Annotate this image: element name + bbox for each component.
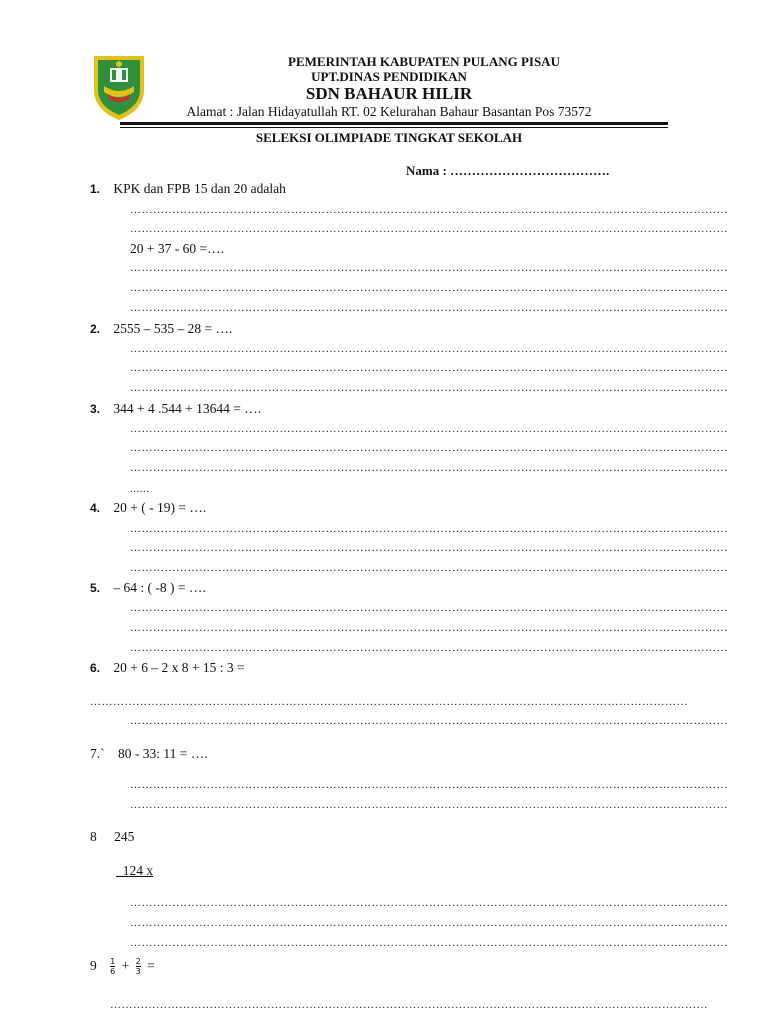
question-text: – 64 : ( -8 ) = …. bbox=[113, 580, 206, 595]
school-address: Alamat : Jalan Hidayatullah RT. 02 Kelurahan Bahaur Basantan Pos 73572 bbox=[186, 104, 592, 119]
school-name: SDN BAHAUR HILIR bbox=[305, 84, 473, 103]
question-8 bbox=[90, 829, 134, 845]
answer-line[interactable]: ………………………………………………………………………………………………………………………………………… bbox=[130, 897, 728, 909]
question-5 bbox=[90, 580, 206, 596]
answer-line[interactable]: ………………………………………………………………………………………………………………………………………… bbox=[130, 715, 728, 727]
question-text: 20 + ( - 19) = …. bbox=[113, 500, 207, 515]
fraction-denominator: 3 bbox=[135, 967, 141, 977]
answer-line[interactable]: ………………………………………………………………………………………………………………………………………… bbox=[110, 999, 708, 1011]
answer-line[interactable]: ………………………………………………………………………………………………………………………………………… bbox=[130, 779, 728, 791]
header-line1: PEMERINTAH KABUPATEN PULANG PISAU bbox=[288, 54, 560, 69]
fraction-numerator: 1 bbox=[110, 957, 116, 967]
answer-line[interactable]: ………………………………………………………………………………………………………………………………………… bbox=[130, 642, 728, 654]
answer-line[interactable]: ………………………………………………………………………………………………………………………………………… bbox=[130, 602, 728, 614]
answer-line[interactable]: ………………………………………………………………………………………………………………………………………… bbox=[130, 282, 728, 294]
answer-line[interactable]: ………………………………………………………………………………………………………………………………………… bbox=[130, 204, 728, 216]
question-3 bbox=[90, 401, 261, 417]
answer-line[interactable]: ………………………………………………………………………………………………………………………………………… bbox=[130, 523, 728, 535]
plus-sign: + bbox=[121, 958, 130, 973]
question-number: 2. bbox=[90, 322, 101, 336]
page-title: SELEKSI OLIMPIADE TINGKAT SEKOLAH bbox=[255, 130, 523, 145]
question-4 bbox=[90, 500, 206, 516]
question-1 bbox=[90, 181, 286, 197]
question-number: 4. bbox=[90, 501, 101, 515]
answer-line[interactable]: ………………………………………………………………………………………………………………………………………… bbox=[130, 382, 728, 394]
header-divider-thin bbox=[120, 127, 668, 128]
header-divider-thick bbox=[120, 122, 668, 125]
question-number: 5. bbox=[90, 581, 101, 595]
answer-line[interactable]: ………………………………………………………………………………………………………………………………………… bbox=[130, 302, 728, 314]
header-line2: UPT.DINAS PENDIDIKAN bbox=[311, 69, 467, 84]
question-text: 245 bbox=[114, 829, 135, 844]
fraction-1 bbox=[110, 957, 115, 976]
fraction-2 bbox=[136, 957, 141, 976]
name-field[interactable]: Nama : ………………………………. bbox=[406, 163, 610, 178]
question-text: 80 - 33: 11 = …. bbox=[118, 746, 208, 761]
question-text: 20 + 6 – 2 x 8 + 15 : 3 = bbox=[113, 660, 245, 675]
question-text: 344 + 4 .544 + 13644 = …. bbox=[113, 401, 262, 416]
answer-line[interactable]: ………………………………………………………………………………………………………………………………………… bbox=[130, 542, 728, 554]
answer-line[interactable]: ………………………………………………………………………………………………………………………………………… bbox=[90, 696, 688, 708]
answer-line[interactable]: ………………………………………………………………………………………………………………………………………… bbox=[130, 562, 728, 574]
answer-line[interactable]: ………………………………………………………………………………………………………………………………………… bbox=[130, 343, 728, 355]
answer-line[interactable]: ………………………………………………………………………………………………………………………………………… bbox=[130, 799, 728, 811]
question-7 bbox=[90, 746, 208, 762]
question-text: KPK dan FPB 15 dan 20 adalah bbox=[113, 181, 286, 196]
question-number: 6. bbox=[90, 661, 101, 675]
question-number: 3. bbox=[90, 402, 101, 416]
equals-sign: = bbox=[147, 958, 155, 973]
answer-line[interactable]: ………………………………………………………………………………………………………………………………………… bbox=[130, 362, 728, 374]
answer-line[interactable]: ………………………………………………………………………………………………………………………………………… bbox=[130, 917, 728, 929]
question-1-sub: 20 + 37 - 60 =…. bbox=[130, 241, 224, 256]
question-text: 2555 – 535 – 28 = …. bbox=[113, 321, 233, 336]
fraction-denominator: 6 bbox=[110, 967, 116, 977]
answer-line[interactable]: ………………………………………………………………………………………………………………………………………… bbox=[130, 423, 728, 435]
question-number: 8 bbox=[90, 829, 97, 844]
answer-line[interactable]: ………………………………………………………………………………………………………………………………………… bbox=[130, 462, 728, 474]
question-number: 1. bbox=[90, 182, 101, 196]
answer-line[interactable]: ………………………………………………………………………………………………………………………………………… bbox=[130, 622, 728, 634]
answer-line[interactable]: ………………………………………………………………………………………………………………………………………… bbox=[130, 262, 728, 274]
question-6 bbox=[90, 660, 245, 676]
answer-line[interactable]: ………………………………………………………………………………………………………………………………………… bbox=[130, 223, 728, 235]
answer-line[interactable]: ………………………………………………………………………………………………………………………………………… bbox=[130, 442, 728, 454]
answer-line-tail[interactable]: ...... bbox=[130, 483, 150, 495]
question-number: 7.` bbox=[90, 746, 105, 761]
answer-line[interactable]: ………………………………………………………………………………………………………………………………………… bbox=[130, 937, 728, 949]
question-number: 9 bbox=[90, 958, 97, 973]
question-9 bbox=[90, 954, 155, 978]
fraction-numerator: 2 bbox=[135, 957, 141, 967]
question-8-multiplier: _124 x bbox=[116, 863, 154, 878]
question-2 bbox=[90, 321, 232, 337]
